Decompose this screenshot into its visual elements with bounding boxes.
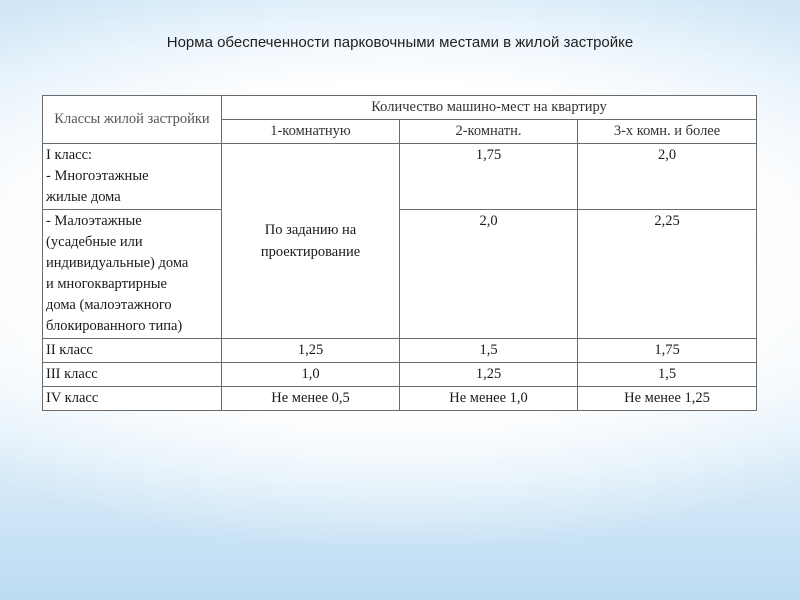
- cell-value: 1,5: [578, 363, 757, 387]
- table-row: [43, 210, 757, 339]
- header-3-room: 3-х комн. и более: [578, 120, 757, 144]
- cell-value: Не менее 0,5: [222, 387, 400, 411]
- label-line: дома (малоэтажного: [46, 297, 172, 313]
- cell-value: 1,0: [222, 363, 400, 387]
- row-label-class-1-multistorey: [43, 144, 222, 210]
- cell-value: 1,25: [400, 363, 578, 387]
- label-line: I класс:: [46, 147, 93, 163]
- row-label-class-1-lowrise: [43, 210, 222, 339]
- cell-value: 2,25: [578, 210, 757, 339]
- header-1-room: 1-комнатную: [222, 120, 400, 144]
- header-classes: [43, 96, 222, 144]
- table-row: [43, 339, 757, 363]
- cell-value: 1,25: [222, 339, 400, 363]
- label-line: жилые дома: [46, 189, 121, 205]
- label-line: индивидуальные) дома: [46, 255, 189, 271]
- cell-value: 1,75: [400, 144, 578, 210]
- cell-value: Не менее 1,25: [578, 387, 757, 411]
- row-label-class-3: III класс: [43, 363, 222, 387]
- row-label-class-4: IV класс: [43, 387, 222, 411]
- cell-value: 1,75: [578, 339, 757, 363]
- table-row: [43, 144, 757, 210]
- header-2-room: 2-комнатн.: [400, 120, 578, 144]
- merged-by-design-assignment: [222, 144, 400, 339]
- merged-line: По заданию на: [264, 222, 357, 238]
- cell-value: Не менее 1,0: [400, 387, 578, 411]
- merged-line: проектирование: [260, 244, 361, 260]
- label-line: (усадебные или: [46, 234, 143, 250]
- label-line: и многоквартирные: [46, 276, 167, 292]
- cell-value: 1,5: [400, 339, 578, 363]
- parking-norms-table: [42, 95, 757, 411]
- table-header-row: [43, 96, 757, 120]
- label-line: - Многоэтажные: [46, 168, 149, 184]
- header-spaces-per-apartment: Количество машино-мест на квартиру: [222, 96, 757, 120]
- cell-value: 2,0: [578, 144, 757, 210]
- label-line: блокированного типа): [46, 318, 183, 334]
- table-row: [43, 363, 757, 387]
- table-row: [43, 387, 757, 411]
- label-line: - Малоэтажные: [46, 213, 142, 229]
- row-label-class-2: II класс: [43, 339, 222, 363]
- slide-title: Норма обеспеченности парковочными местами в жилой застройке: [166, 34, 634, 51]
- header-classes-label: Классы жилой застройки: [54, 111, 210, 127]
- cell-value: 2,0: [400, 210, 578, 339]
